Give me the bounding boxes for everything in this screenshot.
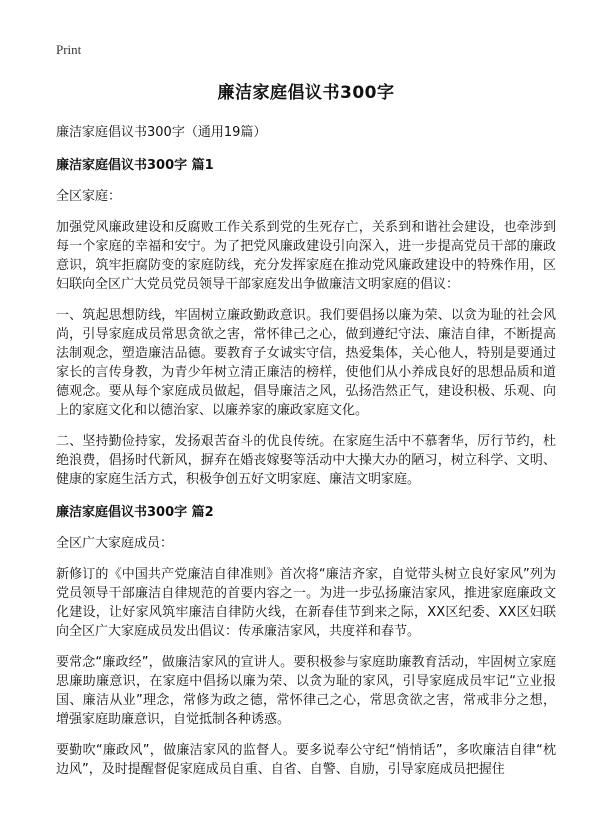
salutation: 全区广大家庭成员： bbox=[56, 536, 174, 551]
section-1 bbox=[56, 154, 556, 489]
document-subtitle: 廉洁家庭倡议书300字（通用19篇） bbox=[56, 125, 267, 140]
paragraph: 要常念“廉政经”，做廉洁家风的宣讲人。要积极参与家庭助廉教育活动，牢固树立家庭思廉助廉意识，在家庭中倡扬以廉为荣、以贪为耻的家风，引导家庭成员牢记“立业报国、廉洁从业”理念，常修为政之德，常怀律己之心，常思贪欲之害，常戒非分之想，增强家庭助廉意识，自觉抵制各种诱惑。 bbox=[56, 655, 556, 727]
paragraph: 加强党风廉政建设和反腐败工作关系到党的生死存亡，关系到和谐社会建设，也牵涉到每一个家庭的幸福和安宁。为了把党风廉政建设引向深入，进一步提高党员干部的廉政意识，筑牢拒腐防变的家庭防线，充分发挥家庭在推动党风廉政建设中的特殊作用，区妇联向全区广大党员党员领导干部家庭发出争做廉洁文明家庭的倡议： bbox=[56, 220, 556, 292]
section-heading: 廉洁家庭倡议书300字 篇2 bbox=[56, 505, 214, 520]
paragraph: 要勤吹“廉政风”，做廉洁家风的监督人。要多说奉公守纪“悄悄话”，多吹廉洁自律“枕边风”，及时提醒督促家庭成员自重、自省、自警、自励，引导家庭成员把握住 bbox=[56, 743, 556, 777]
print-label: Print bbox=[56, 42, 82, 57]
section-2 bbox=[56, 501, 556, 779]
section-heading: 廉洁家庭倡议书300字 篇1 bbox=[56, 158, 214, 173]
salutation: 全区家庭： bbox=[56, 189, 122, 204]
paragraph: 二、坚持勤俭持家，发扬艰苦奋斗的优良传统。在家庭生活中不慕奢华，厉行节约，杜绝浪费，倡扬时代新风，摒弃在婚丧嫁娶等活动中大操大办的陋习，树立科学、文明、健康的家庭生活方式，积极争创五好文明家庭、廉洁文明家庭。 bbox=[56, 434, 556, 487]
page-title: 廉洁家庭倡议书300字 bbox=[217, 83, 395, 103]
paragraph: 新修订的《中国共产党廉洁自律准则》首次将“廉洁齐家，自觉带头树立良好家风”列为党员领导干部廉洁自律规范的首要内容之一。为进一步弘扬廉洁家风，推进家庭廉政文化建设，让好家风筑牢廉洁自律防火线，在新春佳节到来之际，XX区纪委、XX区妇联向全区广大家庭成员发出倡议：传承廉洁家风，共度祥和春节。 bbox=[56, 567, 556, 639]
paragraph: 一、筑起思想防线，牢固树立廉政勤政意识。我们要倡扬以廉为荣、以贪为耻的社会风尚，引导家庭成员常思贪欲之害，常怀律己之心，做到遵纪守法、廉洁自律，不断提高法制观念，塑造廉洁品德。要教育子女诚实守信，热爱集体，关心他人，特别是要通过家长的言传身教，为青少年树立清正廉洁的榜样，使他们从小养成良好的思想品质和道德观念。要从每个家庭成员做起，倡导廉洁之风，弘扬浩然正气，建设积极、乐观、向上的家庭文化和以德治家、以廉养家的廉政家庭文化。 bbox=[56, 308, 556, 418]
